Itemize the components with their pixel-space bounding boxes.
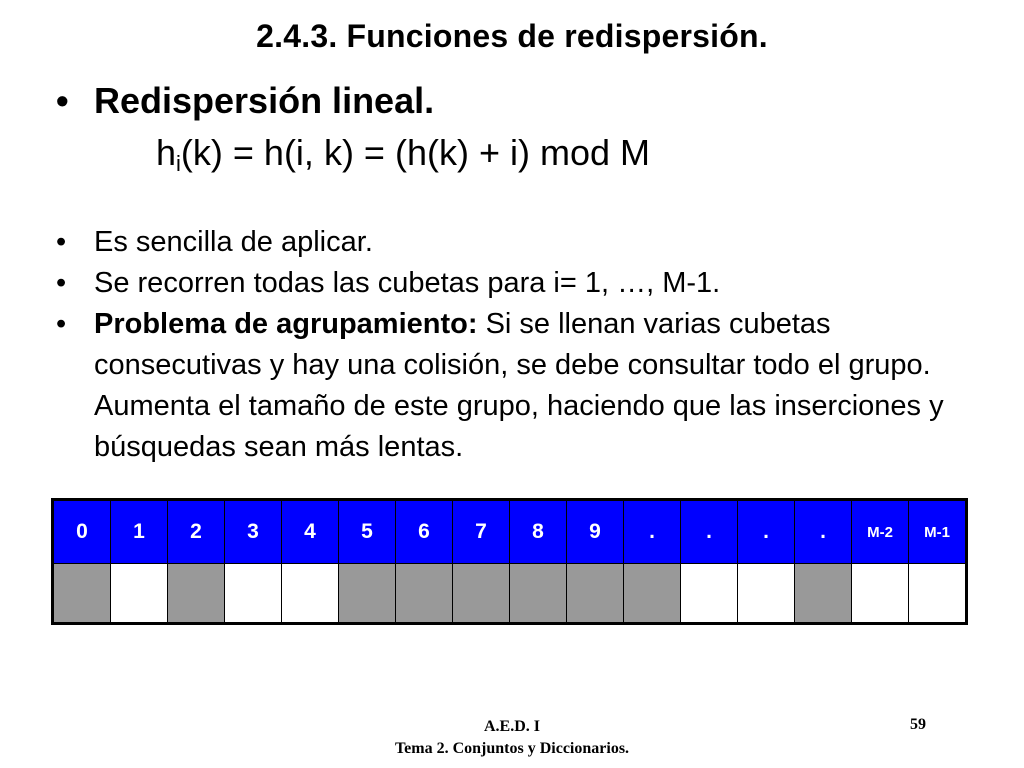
- bucket-cell-occupied: [510, 564, 567, 624]
- bullet-item: [56, 222, 996, 263]
- bucket-cell-occupied: [168, 564, 225, 624]
- main-bullet-text: Redispersión lineal.: [94, 80, 435, 121]
- bucket-cell-occupied: [567, 564, 624, 624]
- bullet-item: [56, 304, 996, 468]
- bullet-bold-label: Problema de agrupamiento:: [94, 308, 478, 340]
- bucket-cell-empty: [225, 564, 282, 624]
- bullet-marker: •: [56, 267, 67, 299]
- bucket-index: 7: [453, 500, 510, 564]
- bucket-index: 6: [396, 500, 453, 564]
- bucket-index: M-1: [909, 500, 967, 564]
- bucket-cell-row: [53, 564, 967, 624]
- bucket-cell-occupied: [53, 564, 111, 624]
- bullet-marker: •: [56, 308, 67, 340]
- bucket-cell-empty: [282, 564, 339, 624]
- bucket-index: M-2: [852, 500, 909, 564]
- bucket-index: 4: [282, 500, 339, 564]
- footer-course: A.E.D. I: [483, 718, 540, 735]
- bucket-cell-occupied: [396, 564, 453, 624]
- footer: [0, 716, 1024, 760]
- bucket-index: 8: [510, 500, 567, 564]
- bullet-text: Se recorren todas las cubetas para i= 1, …, M-1.: [94, 267, 721, 299]
- bullet-marker: •: [56, 80, 69, 121]
- bullet-text: [94, 304, 996, 468]
- bucket-index: 5: [339, 500, 396, 564]
- footer-topic: Tema 2. Conjuntos y Diccionarios.: [394, 740, 630, 757]
- bucket-index: .: [681, 500, 738, 564]
- bucket-cell-occupied: [624, 564, 681, 624]
- bucket-cell-empty: [909, 564, 967, 624]
- bucket-cell-occupied: [795, 564, 852, 624]
- bucket-cell-occupied: [453, 564, 510, 624]
- bucket-cell-occupied: [339, 564, 396, 624]
- slide-title: 2.4.3. Funciones de redispersión.: [256, 18, 768, 54]
- bullet-item: [56, 263, 996, 304]
- formula-rest: (k) = h(i, k) = (h(k) + i) mod M: [180, 132, 650, 173]
- bullet-text: Es sencilla de aplicar.: [94, 226, 373, 258]
- bucket-cell-empty: [681, 564, 738, 624]
- bullet-list: [56, 222, 996, 468]
- bullet-marker: •: [56, 226, 67, 258]
- bucket-index: 0: [53, 500, 111, 564]
- bucket-cell-empty: [111, 564, 168, 624]
- bucket-index: 9: [567, 500, 624, 564]
- bucket-index: 2: [168, 500, 225, 564]
- bucket-index-row: [53, 500, 967, 564]
- formula-h: h: [156, 132, 177, 173]
- page-number: 59: [910, 716, 926, 733]
- bucket-index: 1: [111, 500, 168, 564]
- bucket-index: 3: [225, 500, 282, 564]
- bucket-index: .: [624, 500, 681, 564]
- formula-subscript: i: [176, 151, 181, 176]
- main-bullet: [56, 80, 434, 122]
- bucket-index: .: [738, 500, 795, 564]
- bullet-body: Si se llenan varias cubetas consecutivas y hay una colisión, se debe consultar todo el grupo. Aumenta el tamaño de este grupo, haciendo que las inserciones y búsquedas sean más lentas.: [94, 308, 944, 463]
- formula: [156, 132, 650, 177]
- bucket-cell-empty: [852, 564, 909, 624]
- bucket-cell-empty: [738, 564, 795, 624]
- bucket-table: [51, 498, 968, 625]
- bucket-index: .: [795, 500, 852, 564]
